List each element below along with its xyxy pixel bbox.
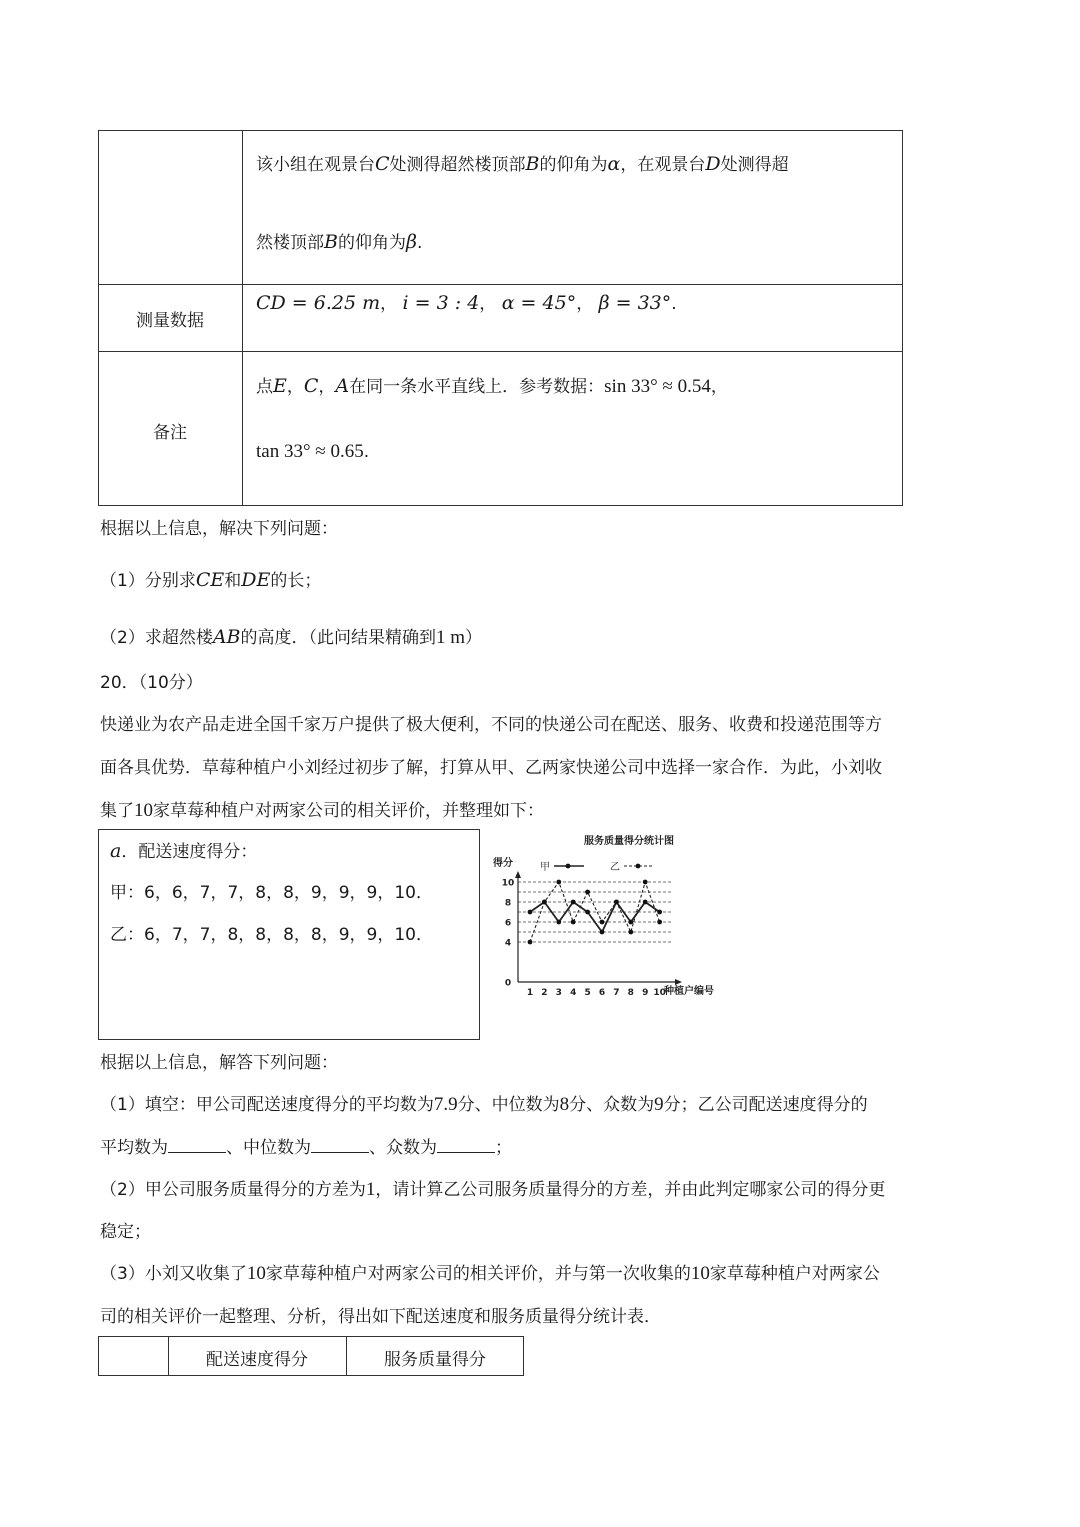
legend-label: 乙 (610, 862, 620, 873)
legend-marker (636, 864, 641, 869)
q20-para3: 集了10家草莓种植户对两家公司的相关评价，并整理如下： (100, 800, 544, 821)
answer-blank[interactable] (311, 1138, 369, 1153)
q19-part2: （2）求超然楼AB的高度．（此问结果精确到1 m） (100, 626, 483, 648)
data-point (614, 900, 619, 905)
table-divider (242, 130, 243, 506)
q20-sub1-line1: （1）填空：甲公司配送速度得分的平均数为7.9分、中位数为8分、众数为9分；乙公司配送速度得分的 (100, 1094, 868, 1115)
measurement-values: CD = 6.25 m， i = 3 : 4， α = 45°， β = 33°. (256, 292, 677, 314)
row-label-measurement: 测量数据 (136, 311, 204, 331)
data-point (643, 880, 648, 885)
chart-title: 服务质量得分统计图 (584, 836, 674, 847)
note-line2: tan 33° ≈ 0.65. (256, 441, 370, 462)
x-tick-label: 7 (613, 988, 620, 998)
table-divider (98, 351, 903, 352)
y-tick-label: 0 (504, 978, 512, 989)
data-point (643, 900, 648, 905)
answer-blank[interactable] (168, 1138, 226, 1153)
delivery-score-title: a．配送速度得分： (110, 840, 258, 862)
x-tick-label: 9 (642, 988, 649, 998)
x-axis-arrow (675, 979, 682, 985)
x-tick-label: 6 (598, 988, 606, 998)
data-point (542, 900, 547, 905)
chart-xlabel: 种植户编号 (664, 986, 714, 997)
row-label-note: 备注 (153, 423, 187, 443)
x-tick-label: 10 (653, 988, 666, 998)
note-line1: 点E，C，A在同一条水平直线上．参考数据：sin 33° ≈ 0.54， (256, 375, 728, 397)
q20-header: 20．（10分） (100, 673, 203, 693)
data-point (571, 900, 576, 905)
data-point (600, 930, 605, 935)
q19-part1: （1）分别求CE和DE的长； (100, 569, 322, 591)
x-tick-label: 5 (584, 988, 591, 998)
x-tick-label: 1 (526, 988, 534, 998)
q20-intro2: 根据以上信息，解答下列问题： (100, 1053, 338, 1073)
table-row1-line2: 然楼顶部B的仰角为β. (256, 231, 423, 253)
q19-intro: 根据以上信息，解决下列问题： (100, 519, 338, 539)
table-header-delivery: 配送速度得分 (206, 1350, 308, 1370)
q20-para1: 快递业为农产品走进全国千家万户提供了极大便利，不同的快递公司在配送、服务、收费和投递范围等方 (100, 715, 882, 735)
q20-sub1-line2: 平均数为 、中位数为 、众数为 ； (100, 1138, 512, 1158)
data-point (628, 930, 633, 935)
q20-sub2-line1: （2）甲公司服务质量得分的方差为1，请计算乙公司服务质量得分的方差，并由此判定哪家公司的得分更 (100, 1179, 886, 1200)
data-point (657, 920, 662, 925)
series-line (530, 902, 660, 932)
data-point (585, 890, 590, 895)
q20-sub3-line2: 司的相关评价一起整理、分析，得出如下配送速度和服务质量得分统计表． (100, 1307, 661, 1327)
data-point (556, 920, 561, 925)
y-tick-label: 10 (501, 878, 515, 889)
x-tick-label: 3 (555, 988, 562, 998)
y-axis-arrow (515, 871, 521, 878)
table-header-service: 服务质量得分 (384, 1350, 486, 1370)
service-quality-chart (488, 826, 738, 1004)
q20-sub2-line2: 稳定； (100, 1222, 151, 1242)
x-tick-label: 8 (627, 988, 634, 998)
chart-ylabel: 得分 (493, 858, 513, 869)
data-point (528, 910, 533, 915)
data-point (585, 910, 590, 915)
q20-sub3-line1: （3）小刘又收集了10家草莓种植户对两家公司的相关评价，并与第一次收集的10家草莓种植户对两家公 (100, 1263, 880, 1284)
delivery-score-yi: 乙：6，7，7，8，8，8，8，9，9，10． (110, 925, 433, 945)
table-row1-line1: 该小组在观景台C处测得超然楼顶部B的仰角为α，在观景台D处测得超 (256, 153, 789, 175)
x-tick-label: 4 (570, 988, 577, 998)
y-tick-label: 8 (504, 898, 512, 909)
y-tick-label: 4 (504, 938, 512, 949)
data-point (600, 920, 605, 925)
data-point (556, 880, 561, 885)
data-point (528, 940, 533, 945)
legend-marker (566, 864, 571, 869)
x-tick-label: 2 (541, 988, 548, 998)
chart-legend (540, 861, 654, 873)
table-divider (98, 284, 903, 285)
delivery-score-jia: 甲：6，6，7，7，8，8，9，9，9，10． (110, 883, 433, 903)
answer-blank[interactable] (437, 1138, 495, 1153)
q20-para2: 面各具优势．草莓种植户小刘经过初步了解，打算从甲、乙两家快递公司中选择一家合作．为此，小刘收 (100, 758, 882, 778)
data-point (628, 920, 633, 925)
y-tick-label: 6 (504, 918, 512, 929)
data-point (657, 910, 662, 915)
data-point (571, 920, 576, 925)
legend-label: 甲 (540, 862, 550, 873)
